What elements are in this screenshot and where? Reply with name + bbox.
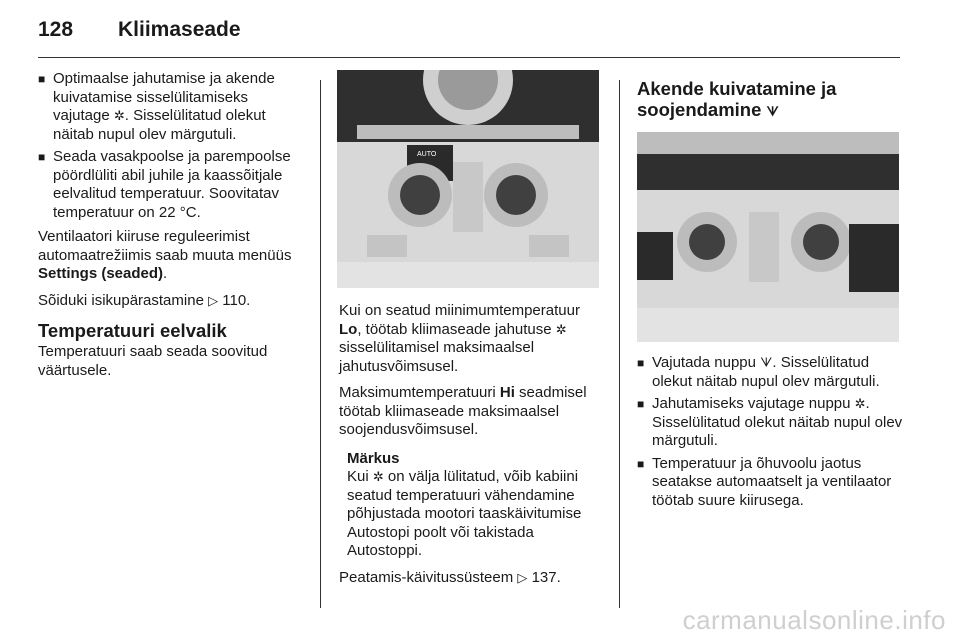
defrost-icon: ᗐ [760, 355, 773, 370]
paragraph: Maksimumtemperatuuri Hi seadmisel töötab kliimaseade maksimaalsel soojendusvõimsusel. [339, 384, 587, 438]
page-title: Kliimaseade [118, 18, 241, 41]
paragraph: Temperatuuri saab seada soovitud väärtusele. [38, 343, 268, 379]
section-heading: Akende kuivatamine ja soojendamine ᗐ [637, 78, 837, 120]
bullet-icon: ■ [637, 397, 645, 411]
climate-panel-figure [337, 70, 599, 288]
paragraph: Peatamis-käivitussüsteem ▷ 137. [339, 568, 561, 586]
note-box [339, 450, 605, 561]
list-item: ■ Seada vasakpoolse ja parempoolse pöördlüliti abil juhile ja kaassõitjale eelvalitud temperatuur. Soovitatav temperatuur on 22 °C. [38, 148, 291, 221]
list-item: ■ Temperatuur ja õhuvoolu jaotus seatakse automaatselt ja ventilaator töötab suure kiirusega. [637, 454, 892, 509]
list-item: ■ Optimaalse jahutamise ja akende kuivatamise sisselülitamiseks vajutage ✲. Sisselülitatud olekut näitab nupul olev märgutuli. [38, 70, 275, 143]
hi-label: Hi [499, 384, 515, 401]
bullet-list-3 [637, 354, 905, 510]
bullet-icon: ■ [637, 356, 645, 370]
note-title: Märkus [347, 449, 400, 467]
cross-reference-icon: ▷ [208, 292, 219, 308]
column-2 [339, 70, 605, 595]
header-rule [38, 57, 900, 58]
cross-reference-icon: ▷ [517, 569, 528, 585]
bullet-icon: ■ [38, 72, 46, 86]
column-1 [38, 70, 300, 388]
auto-button-label: AUTO [417, 151, 437, 158]
defrost-panel-figure [637, 132, 899, 342]
cool-icon: ✲ [555, 321, 567, 337]
cool-icon: ✲ [854, 396, 866, 411]
cool-icon: ✲ [372, 469, 384, 484]
watermark: carmanualsonline.info [682, 605, 946, 635]
section-heading: Temperatuuri eelvalik [38, 320, 227, 341]
defrost-icon: ᗐ [766, 104, 779, 119]
page-number: 128 [38, 18, 74, 41]
note-text: Kui ✲ on välja lülitatud, võib kabiini seatud temperatuuri vähendamine põhjustada mootori taaskäivitumise Autostopi poolt või takistada Autostoppi. [347, 468, 582, 559]
paragraph: Kui on seatud miinimumtemperatuur Lo, töötab kliimaseade jahutuse ✲ sisselülitamisel maksimaalsel jahutusvõimsusel. [339, 302, 580, 375]
bullet-list-1 [38, 70, 300, 222]
settings-label: Settings (seaded) [38, 265, 164, 282]
paragraph: Ventilaatori kiiruse reguleerimist automaatrežiimis saab muuta menüüs Settings (seaded). [38, 228, 292, 282]
column-divider-left [320, 80, 321, 608]
column-3 [637, 70, 905, 516]
paragraph: Sõiduki isikupärastamine ▷ 110. [38, 291, 251, 309]
lo-label: Lo [339, 320, 358, 338]
bullet-icon: ■ [637, 456, 645, 471]
list-item: ■ Vajutada nuppu ᗐ. Sisselülitatud olekut näitab nupul olev märgutuli. [637, 354, 880, 390]
cool-icon: ✲ [113, 108, 125, 123]
column-divider-right [619, 80, 620, 608]
page-header [38, 18, 900, 52]
bullet-icon: ■ [38, 150, 46, 164]
list-item: ■ Jahutamiseks vajutage nuppu ✲. Sisselülitatud olekut näitab nupul olev märgutuli. [637, 395, 903, 449]
